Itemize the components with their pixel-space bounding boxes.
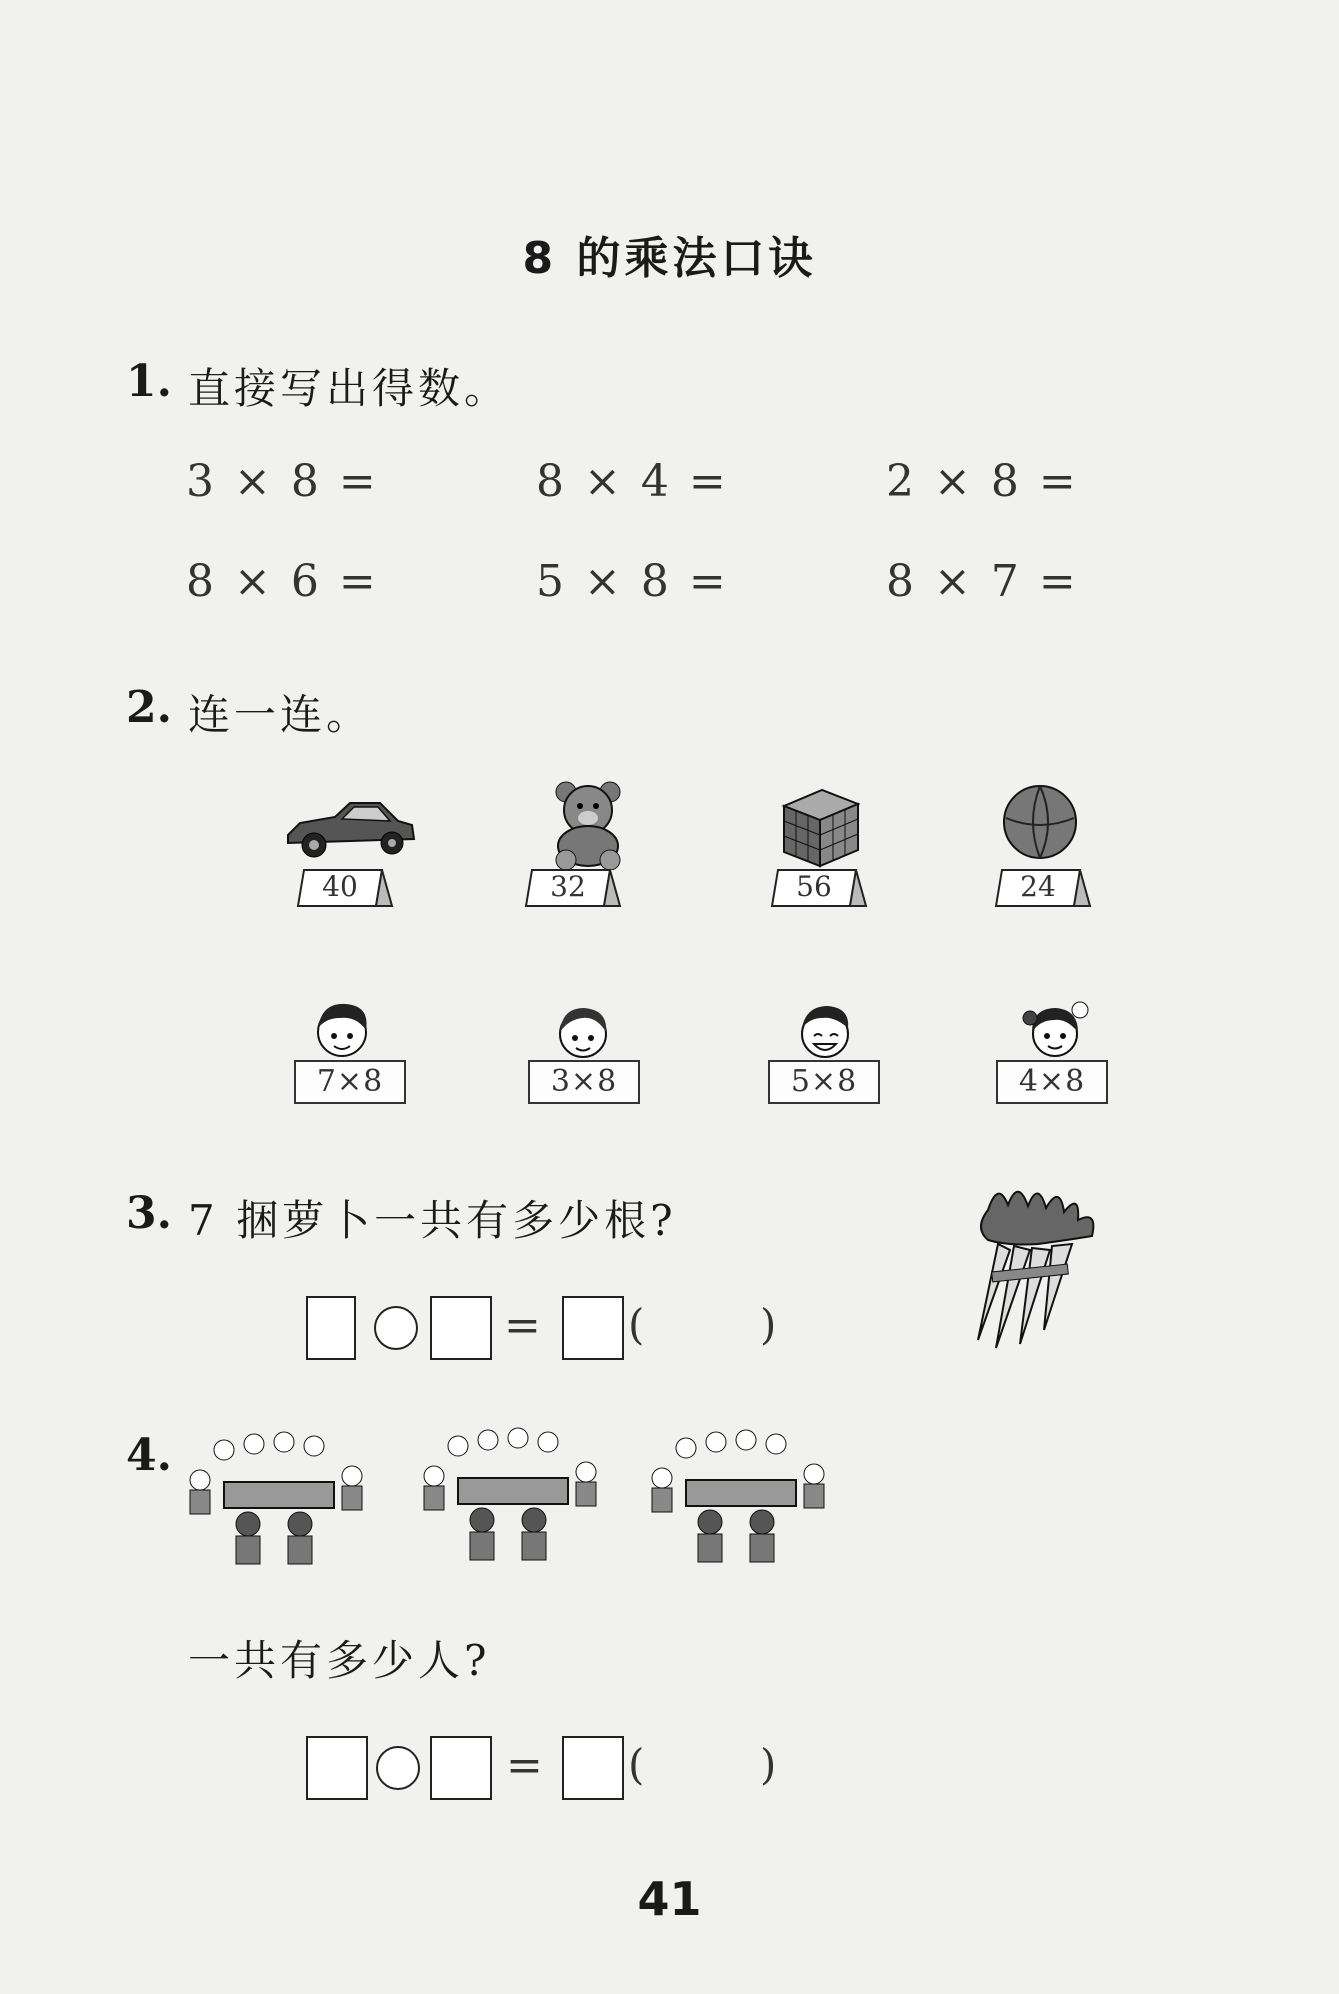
q1-prompt: 直接写出得数。	[188, 364, 511, 413]
answer-box[interactable]	[562, 1736, 624, 1800]
price-label: 32	[550, 870, 586, 903]
children-at-table-icon	[418, 1426, 608, 1566]
unit-paren-open: (	[628, 1300, 645, 1349]
toy-car-icon[interactable]	[280, 795, 420, 865]
multiplication-card[interactable]: 4×8	[996, 1060, 1108, 1104]
q1-expression: 2 × 8 =	[886, 456, 1079, 507]
equals-sign: =	[506, 1740, 546, 1791]
q4-number: 4.	[126, 1430, 172, 1481]
q1-expression: 8 × 7 =	[886, 556, 1079, 607]
answer-box[interactable]	[306, 1736, 368, 1800]
q3-number: 3.	[126, 1188, 172, 1239]
answer-box[interactable]	[430, 1296, 492, 1360]
q3-prompt: 7 捆萝卜一共有多少根?	[188, 1196, 677, 1245]
ball-icon[interactable]	[1000, 782, 1080, 862]
children-at-table-icon	[646, 1428, 836, 1568]
q2-number: 2.	[126, 682, 172, 733]
boy-face-icon[interactable]	[792, 1000, 858, 1060]
page-number: 41	[637, 1872, 702, 1926]
multiplication-card[interactable]: 5×8	[768, 1060, 880, 1104]
carrot-bundle-icon	[968, 1180, 1118, 1350]
unit-paren-open: (	[628, 1740, 645, 1789]
q1-number: 1.	[126, 356, 172, 407]
q4-prompt: 一共有多少人?	[188, 1636, 491, 1685]
price-label: 40	[322, 870, 358, 903]
answer-box[interactable]	[306, 1296, 356, 1360]
boy-face-icon[interactable]	[552, 1002, 614, 1060]
q1-expression: 3 × 8 =	[186, 456, 379, 507]
rubiks-cube-icon[interactable]	[778, 786, 862, 870]
q1-expression: 8 × 6 =	[186, 556, 379, 607]
page-title: 8 的乘法口诀	[522, 233, 817, 284]
q2-prompt: 连一连。	[188, 690, 373, 739]
operator-circle[interactable]	[376, 1746, 420, 1790]
boy-face-icon[interactable]	[310, 998, 374, 1060]
teddy-bear-icon[interactable]	[540, 778, 636, 870]
children-at-table-icon	[184, 1430, 374, 1570]
equals-sign: =	[504, 1300, 544, 1351]
price-label: 56	[796, 870, 832, 903]
multiplication-card[interactable]: 7×8	[294, 1060, 406, 1104]
unit-paren-close: )	[760, 1300, 777, 1349]
multiplication-card[interactable]: 3×8	[528, 1060, 640, 1104]
operator-circle[interactable]	[374, 1306, 418, 1350]
q1-expression: 8 × 4 =	[536, 456, 729, 507]
girl-face-icon[interactable]	[1020, 998, 1090, 1060]
q1-expression: 5 × 8 =	[536, 556, 729, 607]
answer-box[interactable]	[430, 1736, 492, 1800]
answer-box[interactable]	[562, 1296, 624, 1360]
unit-paren-close: )	[760, 1740, 777, 1789]
price-label: 24	[1020, 870, 1056, 903]
